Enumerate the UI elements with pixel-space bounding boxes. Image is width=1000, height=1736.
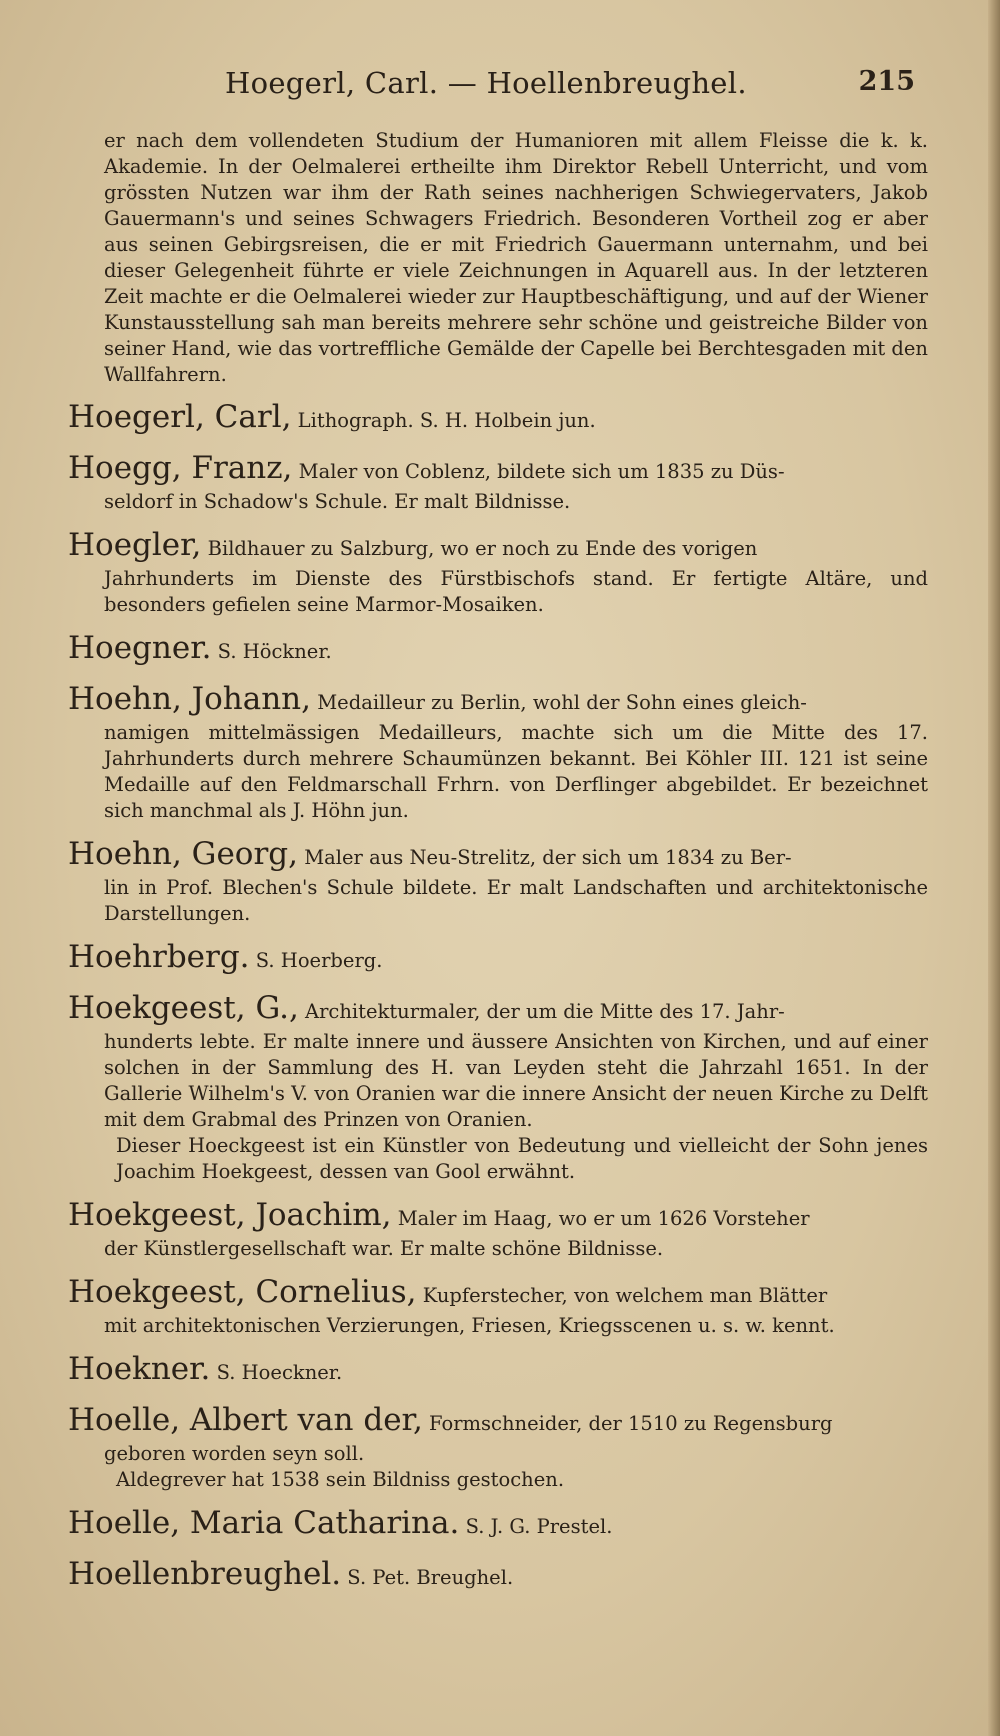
entry [68,631,928,669]
entry-text: Medailleur zu Berlin, wohl der Sohn eines gleich- [317,691,807,714]
entry [68,682,928,824]
entry-text-continued: der Künstlergesellschaft war. Er malte schöne Bildnisse. [104,1237,664,1260]
page-number: 215 [858,66,915,97]
entry-text-continued: hunderts lebte. Er malte innere und äussere Ansichten von Kirchen, und auf einer solchen in der Sammlung des H. van Leyden steht die Jahrzahl 1651. In der Gallerie Wilhelm's V. von Oranien war die innere Ansicht der neuen Kirche zu Delft mit dem Grabmal des Prinzen von Oranien. [104,1030,928,1131]
entry-text: Maler aus Neu-Strelitz, der sich um 1834 zu Ber- [304,846,792,869]
entry [68,940,928,978]
entry-name: Hoehrberg. [68,939,250,975]
entry-name: Hoekgeest, G., [68,990,299,1026]
entry-text: Kupferstecher, von welchem man Blätter [422,1284,828,1307]
entry-name: Hoellenbreughel. [68,1556,342,1592]
entry [68,451,928,515]
entry [68,1198,928,1262]
entry-text-continued: mit architektonischen Verzierungen, Friesen, Kriegsscenen u. s. w. kennt. [104,1314,835,1337]
entry-text: S. Hoeckner. [216,1361,343,1384]
entry-name: Hoekgeest, Joachim, [68,1197,392,1233]
page-header [225,66,915,106]
entry-name: Hoegler, [68,527,202,563]
entry-name: Hoelle, Albert van der, [68,1402,423,1438]
entry [68,1403,928,1493]
entry-text: S. Hoerberg. [255,949,383,972]
entry-note: Dieser Hoeckgeest ist ein Künstler von Bedeutung und vielleicht der Sohn jenes Joachim Hoekgeest, dessen van Gool erwähnt. [116,1134,928,1183]
entry-name: Hoegerl, Carl, [68,399,292,435]
entry-name: Hoehn, Georg, [68,836,298,872]
entry-note: Aldegrever hat 1538 sein Bildniss gestochen. [116,1468,565,1491]
entry-name: Hoegner. [68,630,212,666]
entry-text-continued: namigen mittelmässigen Medailleurs, machte sich um die Mitte des 17. Jahrhunderts durch mehrere Schaumünzen bekannt. Bei Köhler III. 121 ist seine Medaille auf den Feldmarschall Frhrn. von Derflinger abgebildet. Er bezeichnet sich manchmal als J. Höhn jun. [104,721,928,822]
entry [68,528,928,618]
entry-name: Hoegg, Franz, [68,450,293,486]
entry [68,1506,928,1544]
entry-text-continued: seldorf in Schadow's Schule. Er malt Bildnisse. [104,490,571,513]
entry-text: S. Höckner. [217,640,332,663]
entry-name: Hoekgeest, Cornelius, [68,1274,417,1310]
entry-text: Bildhauer zu Salzburg, wo er noch zu Ende des vorigen [207,537,758,560]
entry-name: Hoehn, Johann, [68,681,312,717]
entry-text: Maler im Haag, wo er um 1626 Vorsteher [397,1207,810,1230]
running-title: Hoegerl, Carl. — Hoellenbreughel. [225,66,747,100]
entry [68,400,928,438]
entry-text-continued: lin in Prof. Blechen's Schule bildete. Er malt Landschaften und architektonische Darstellungen. [104,876,928,925]
continued-entry-text: er nach dem vollendeten Studium der Humanioren mit allem Fleisse die k. k. Akademie. In der Oelmalerei ertheilte ihm Direktor Rebell Unterricht, und vom grössten Nutzen war ihm der Rath seines nachherigen Schwiegervaters, Jakob Gauermann's und seines Schwagers Friedrich. Besonderen Vortheil zog er aber aus seinen Gebirgsreisen, die er mit Friedrich Gauermann unternahm, und bei dieser Gelegenheit führte er viele Zeichnungen in Aquarell aus. In der letzteren Zeit machte er die Oelmalerei wieder zur Hauptbeschäftigung, und auf der Wiener Kunstausstellung sah man bereits mehrere sehr schöne und geistreiche Bilder von seiner Hand, wie das vortreffliche Gemälde der Capelle bei Berchtesgaden mit den Wallfahrern. [104,129,928,386]
entry-text-continued: Jahrhunderts im Dienste des Fürstbischofs stand. Er fertigte Altäre, und besonders gefielen seine Marmor-Mosaiken. [104,567,928,616]
entry-text-continued: geboren worden seyn soll. [104,1442,365,1465]
page-content [68,128,928,1608]
entry [68,837,928,927]
entry-name: Hoekner. [68,1351,211,1387]
entry-text: Architekturmaler, der um die Mitte des 17. Jahr- [305,1000,785,1023]
entry-name: Hoelle, Maria Catharina. [68,1505,460,1541]
entry [68,1557,928,1595]
entry-text: Formschneider, der 1510 zu Regensburg [429,1412,833,1435]
entry [68,1352,928,1390]
entry-text: S. J. G. Prestel. [465,1515,613,1538]
entry [68,1275,928,1339]
entry-text: S. Pet. Breughel. [347,1566,514,1589]
entry [68,991,928,1185]
page-edge [988,0,1000,1736]
entry-text: Maler von Coblenz, bildete sich um 1835 zu Düs- [298,460,785,483]
entry-text: Lithograph. S. H. Holbein jun. [297,409,596,432]
